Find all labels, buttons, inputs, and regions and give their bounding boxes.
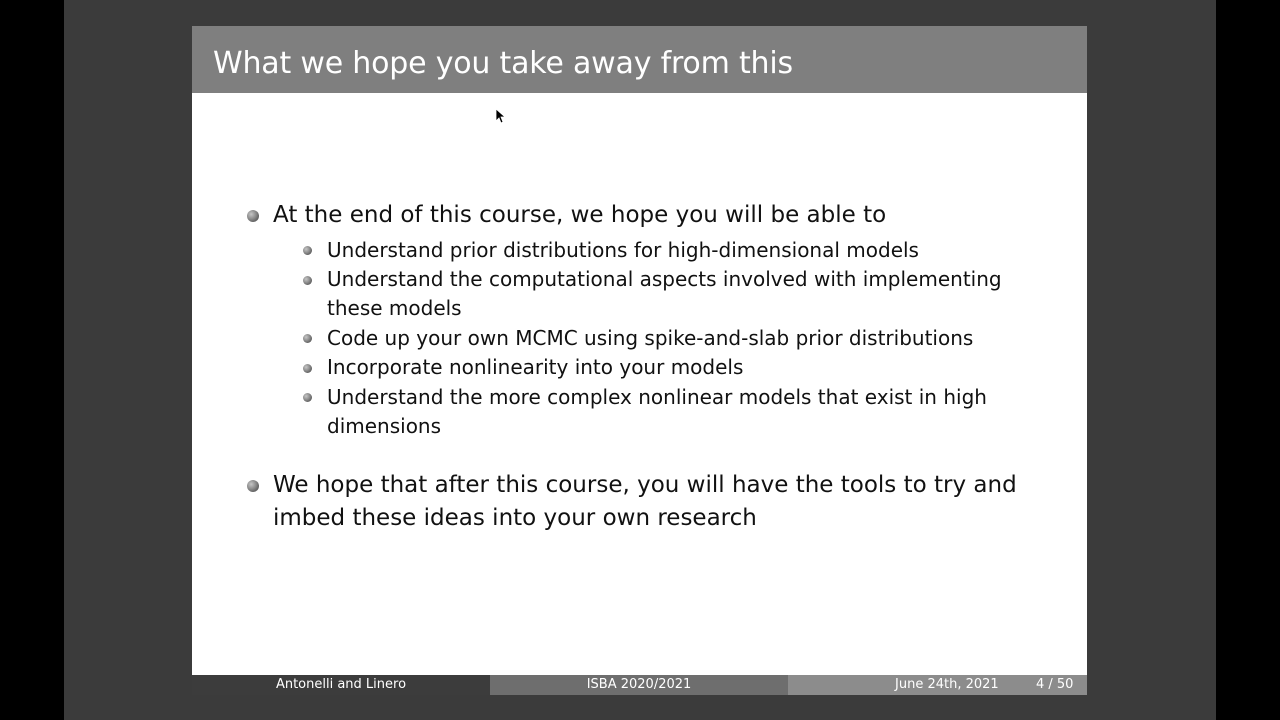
bullet-icon: [247, 480, 259, 492]
footer-date: June 24th, 2021: [895, 677, 999, 692]
slide-title: What we hope you take away from this: [213, 46, 793, 81]
slide-footer: [192, 675, 1087, 695]
footer-authors: Antonelli and Linero: [275, 677, 407, 692]
bullet-2-text: We hope that after this course, you will have the tools to try and: [273, 472, 1017, 498]
bullet-icon: [247, 210, 259, 222]
sub-bullet-1-text: Understand prior distributions for high-dimensional models: [327, 238, 919, 262]
bullet-1-text: At the end of this course, we hope you will be able to: [273, 202, 887, 228]
sub-bullet-5-text: Understand the more complex nonlinear models that exist in high: [327, 385, 987, 409]
sub-bullet-icon: [303, 334, 312, 343]
sub-bullet-4-text: Incorporate nonlinearity into your models: [327, 355, 744, 379]
footer-date-segment: [788, 675, 1087, 695]
slide-title-bar: [192, 26, 1087, 93]
footer-authors-segment: [192, 675, 490, 695]
footer-conference: ISBA 2020/2021: [586, 677, 692, 692]
sub-bullet-2-text: Understand the computational aspects involved with implementing: [327, 267, 1002, 291]
mouse-cursor-icon: [495, 108, 505, 124]
slide: [192, 26, 1087, 695]
sub-bullet-icon: [303, 246, 312, 255]
bullet-2-text-cont: imbed these ideas into your own research: [273, 505, 757, 531]
sub-bullet-3-text: Code up your own MCMC using spike-and-slab prior distributions: [327, 326, 974, 350]
footer-page-number: 4 / 50: [1036, 677, 1074, 692]
sub-bullet-2-text-cont: these models: [327, 296, 462, 320]
sub-bullet-icon: [303, 364, 312, 373]
sub-bullet-5-text-cont: dimensions: [327, 414, 442, 438]
footer-conference-segment: [490, 675, 788, 695]
sub-bullet-icon: [303, 276, 312, 285]
sub-bullet-icon: [303, 393, 312, 402]
